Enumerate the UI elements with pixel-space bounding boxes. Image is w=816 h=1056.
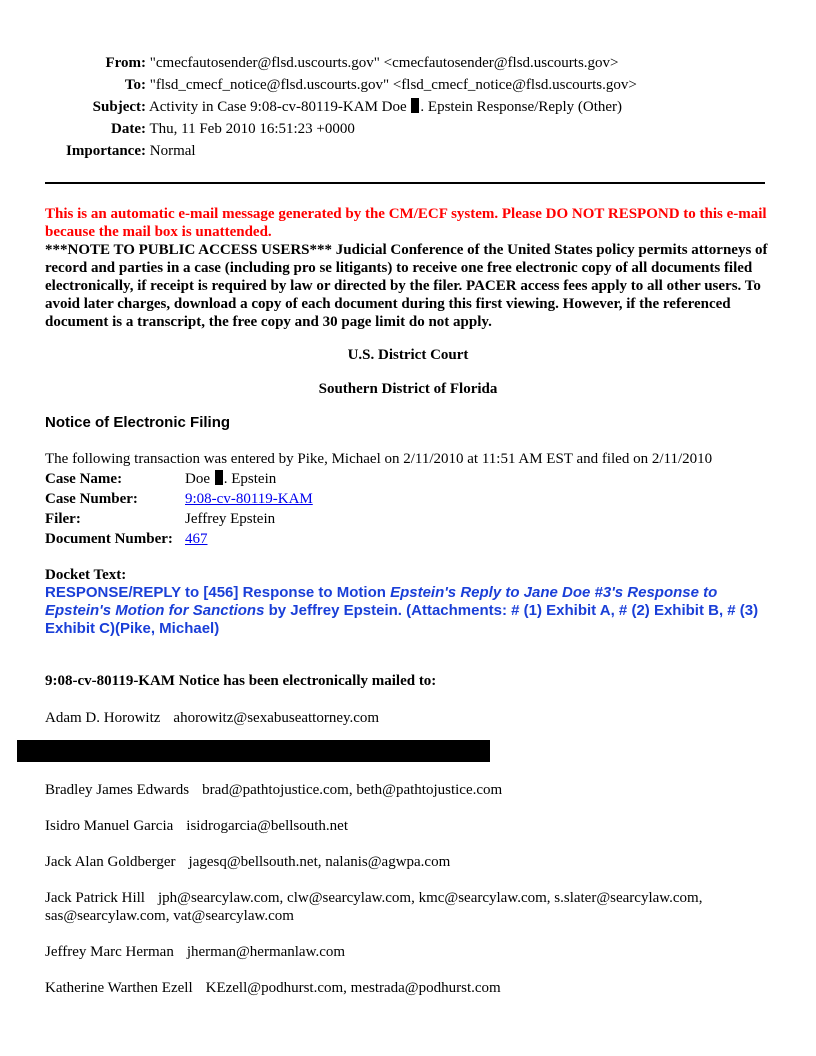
to-label: To:: [124, 77, 146, 93]
transaction-line: The following transaction was entered by Pike, Michael on 2/11/2010 at 11:51 AM EST and filed on 2/11/2010: [45, 451, 713, 467]
subject-label: Subject:: [92, 99, 146, 115]
recipient-row: [45, 889, 775, 925]
case-name-part-1: Doe: [185, 471, 210, 487]
from-value: "cmecfautosender@flsd.uscourts.gov" <cmecfautosender@flsd.uscourts.gov>: [149, 55, 619, 71]
docket-text-label: Docket Text:: [45, 567, 127, 583]
date-value: Thu, 11 Feb 2010 16:51:23 +0000: [149, 121, 355, 137]
recipient-row: [45, 943, 775, 961]
importance-label: Importance:: [66, 143, 146, 159]
recipient-row: [45, 817, 775, 835]
recipient-name: Katherine Warthen Ezell: [45, 980, 193, 996]
recipient-row: [45, 853, 775, 871]
recipient-name: Jack Alan Goldberger: [45, 854, 176, 870]
subject-part-1: Activity in Case 9:08-cv-80119-KAM Doe: [148, 99, 407, 115]
docket-text-part-2: by Jeffrey Epstein. (Attachments: # (1) Exhibit A, # (2) Exhibit B, # (3) Exhibit C)(Pike, Michael): [45, 602, 759, 637]
subject-part-2: . Epstein Response/Reply (Other): [420, 99, 623, 115]
recipient-emails: brad@pathtojustice.com, beth@pathtojustice.com: [202, 782, 503, 798]
redaction-bar: [17, 740, 490, 762]
auto-message-warning: This is an automatic e-mail message generated by the CM/ECF system. Please DO NOT RESPOND to this e-mail because the mail box is unattended.: [45, 206, 767, 240]
case-number-label: Case Number:: [45, 491, 138, 507]
recipient-row: [45, 979, 775, 997]
case-name-label: Case Name:: [45, 471, 123, 487]
recipient-name: Bradley James Edwards: [45, 782, 190, 798]
mailed-to-heading: 9:08-cv-80119-KAM Notice has been electronically mailed to:: [45, 673, 437, 689]
recipient-emails: jph@searcylaw.com, clw@searcylaw.com, kmc@searcylaw.com, s.slater@searcylaw.com, sas@searcylaw.com, vat@searcylaw.com: [45, 890, 703, 924]
docket-text-part-1: RESPONSE/REPLY to [456] Response to Motion: [45, 584, 391, 601]
from-label: From:: [105, 55, 146, 71]
recipient-name: Jack Patrick Hill: [45, 890, 145, 906]
filer-label: Filer:: [45, 511, 81, 527]
nef-title: Notice of Electronic Filing: [45, 414, 231, 431]
recipient-name: Adam D. Horowitz: [45, 710, 161, 726]
recipient-emails: jagesq@bellsouth.net, nalanis@agwpa.com: [188, 854, 451, 870]
to-row: [0, 74, 780, 96]
document-number-row: [45, 529, 313, 549]
case-number-link[interactable]: 9:08-cv-80119-KAM: [185, 491, 313, 507]
document-number-link[interactable]: 467: [185, 531, 208, 547]
recipient-emails: KEzell@podhurst.com, mestrada@podhurst.com: [205, 980, 501, 996]
case-name-part-2: . Epstein: [223, 471, 277, 487]
public-access-note: ***NOTE TO PUBLIC ACCESS USERS*** Judicial Conference of the United States policy permits attorneys of record and parties in a case (including pro se litigants) to receive one free electronic copy of all documents filed electronically, if receipt is required by law or directed by the filer. PACER access fees apply to all other users. To avoid later charges, download a copy of each document during this first viewing. However, if the referenced document is a transcript, the free copy and 30 page limit do not apply.: [45, 242, 768, 330]
from-row: [0, 52, 780, 74]
document-number-label: Document Number:: [45, 531, 173, 547]
case-info-table: [45, 469, 313, 549]
case-name-row: [45, 469, 313, 489]
recipient-emails: jherman@hermanlaw.com: [186, 944, 346, 960]
recipient-row: [45, 709, 775, 727]
subject-row: [0, 96, 780, 118]
recipient-name: Isidro Manuel Garcia: [45, 818, 174, 834]
filer-value: Jeffrey Epstein: [185, 511, 276, 527]
importance-value: Normal: [149, 143, 196, 159]
redaction-mark: [411, 98, 419, 113]
to-value: "flsd_cmecf_notice@flsd.uscourts.gov" <flsd_cmecf_notice@flsd.uscourts.gov>: [149, 77, 637, 93]
date-row: [0, 118, 780, 140]
case-name-value: [185, 469, 276, 489]
filer-row: [45, 509, 313, 529]
importance-row: [0, 140, 780, 162]
district-name: Southern District of Florida: [318, 381, 498, 397]
court-name: U.S. District Court: [347, 347, 469, 363]
case-number-row: [45, 489, 313, 509]
recipient-row: [45, 781, 775, 799]
recipient-name: Jeffrey Marc Herman: [45, 944, 174, 960]
recipient-emails: ahorowitz@sexabuseattorney.com: [173, 710, 380, 726]
redaction-mark: [215, 470, 223, 485]
header-divider: [45, 182, 765, 184]
subject-value: [149, 99, 622, 115]
docket-text: [45, 584, 780, 638]
date-label: Date:: [111, 121, 146, 137]
docket-text-italic: Epstein's Reply to Jane Doe #3's Response to Epstein's Motion for Sanctions: [45, 584, 718, 619]
recipient-emails: isidrogarcia@bellsouth.net: [186, 818, 348, 834]
